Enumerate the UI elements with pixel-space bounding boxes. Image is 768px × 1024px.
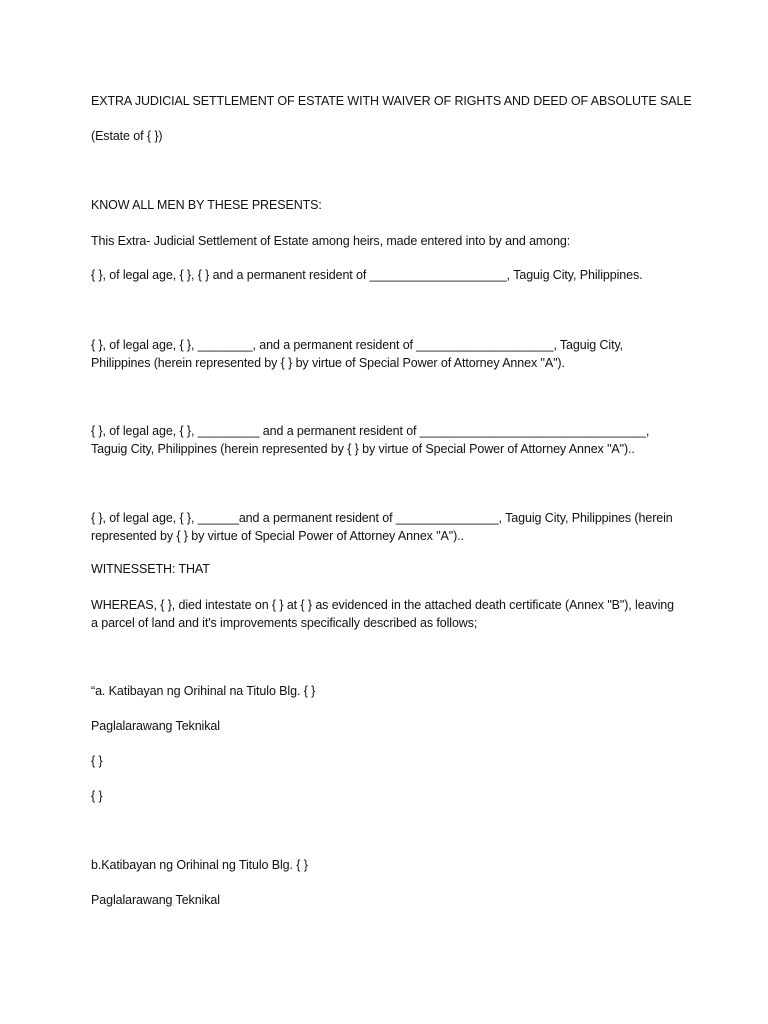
- item-a-technical-label: Paglalarawang Teknikal: [91, 719, 220, 733]
- estate-of-line: (Estate of { }): [91, 129, 163, 143]
- party-3-paragraph: { }, of legal age, { }, _________ and a permanent resident of _________________________________, Taguig City, Philippines (herein represented by { } by virtue of Special Power of Attorney Annex "A")..: [91, 424, 650, 456]
- item-a-placeholder-1: { }: [91, 754, 103, 768]
- know-all-men-heading: KNOW ALL MEN BY THESE PRESENTS:: [91, 198, 322, 212]
- witnesseth-heading: WITNESSETH: THAT: [91, 562, 210, 576]
- item-b-title: b.Katibayan ng Orihinal ng Titulo Blg. { }: [91, 858, 308, 872]
- item-b-technical-label: Paglalarawang Teknikal: [91, 893, 220, 907]
- item-a-placeholder-2: { }: [91, 789, 103, 803]
- item-a-title: “a. Katibayan ng Orihinal na Titulo Blg. { }: [91, 684, 316, 698]
- party-2-paragraph: { }, of legal age, { }, ________, and a permanent resident of ____________________, Taguig City, Philippines (herein represented by { } by virtue of Special Power of Attorney Annex "A").: [91, 338, 624, 370]
- party-4-paragraph: { }, of legal age, { }, ______and a permanent resident of _______________, Taguig City, Philippines (herein represented by { } by virtue of Special Power of Attorney Annex "A")..: [91, 511, 673, 543]
- intro-paragraph: This Extra- Judicial Settlement of Estate among heirs, made entered into by and among:: [91, 234, 571, 248]
- party-1-paragraph: { }, of legal age, { }, { } and a permanent resident of ____________________, Taguig City, Philippines.: [91, 268, 643, 282]
- whereas-paragraph: WHEREAS, { }, died intestate on { } at { } as evidenced in the attached death certificate (Annex "B"), leaving a parcel of land and it's improvements specifically described as follows;: [91, 598, 674, 630]
- document-title: EXTRA JUDICIAL SETTLEMENT OF ESTATE WITH WAIVER OF RIGHTS AND DEED OF ABSOLUTE SALE: [91, 94, 692, 108]
